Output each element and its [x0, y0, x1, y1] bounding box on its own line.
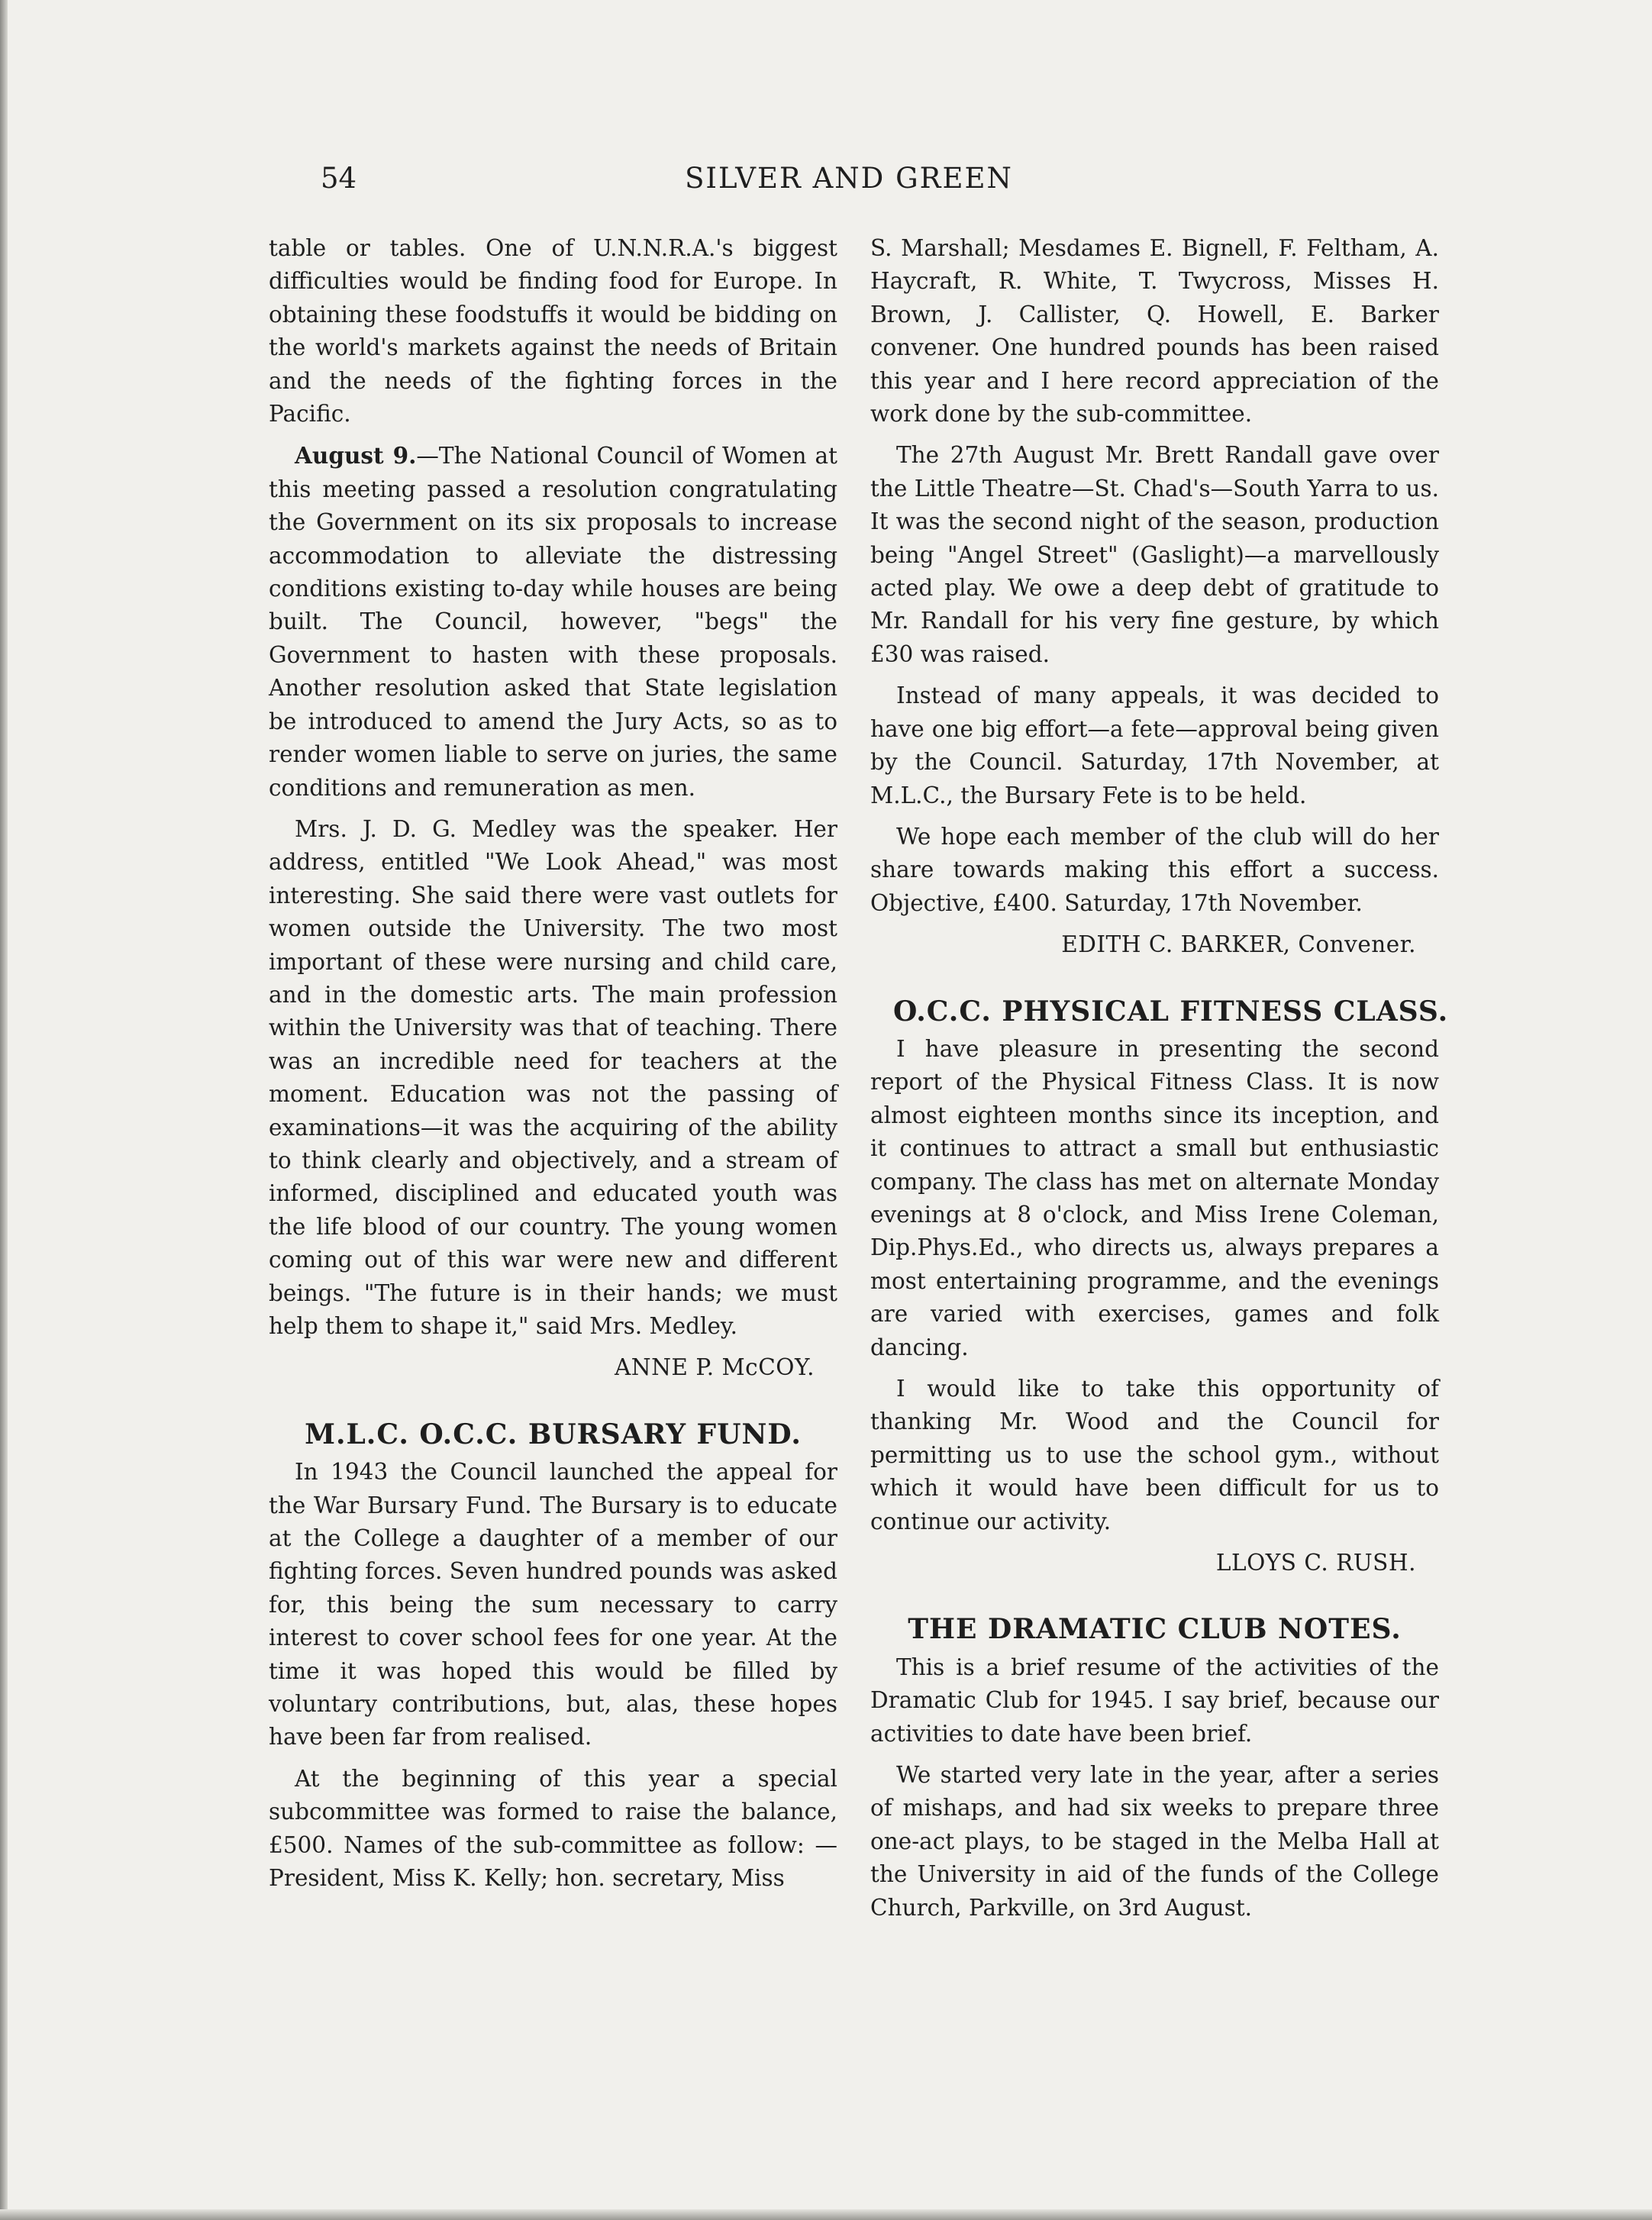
right-column	[870, 232, 1449, 1933]
scan-edge-bottom	[0, 2209, 1652, 2220]
running-title: SILVER AND GREEN	[685, 162, 1013, 195]
paragraph-fitness-thanks: I would like to take this opportunity of thanking Mr. Wood and the Council for permitting us to use the school gym., without which it would have been difficult for us to continue our activity.	[870, 1376, 1439, 1534]
paragraph-fitness-report: I have pleasure in presenting the second report of the Physical Fitness Class. It is now almost eighteen months since its inception, and it continues to attract a small but enthusiastic company. The class has met on alternate Monday evenings at 8 o'clock, and Miss Irene Coleman, Dip.Phys.Ed., who directs us, always prepares a most entertaining programme, and the evenings are varied with exercises, games and folk dancing.	[870, 1035, 1439, 1360]
left-column	[269, 232, 837, 1904]
heading-physical-fitness: O.C.C. PHYSICAL FITNESS CLASS.	[893, 995, 1449, 1028]
paragraph-dramatic-plays: We started very late in the year, after a series of mishaps, and had six weeks to prepare three one-act plays, to be staged in the Melba Hall at the University in aid of the funds of the College Church, Parkville, on 3rd August.	[870, 1762, 1439, 1921]
paragraph-sub-committee: At the beginning of this year a special subcommittee was formed to raise the balance, £500. Names of the sub-committee as follow: —President, Miss K. Kelly; hon. secretary, Miss	[269, 1765, 837, 1892]
paragraph-august-9	[269, 439, 837, 804]
paragraph-unnra: table or tables. One of U.N.N.R.A.'s biggest difficulties would be finding food for Europe. In obtaining these foodstuffs it would be bidding on the world's markets against the needs of Britain and the needs of the fighting forces in the Pacific.	[269, 235, 837, 428]
paragraph-little-theatre: The 27th August Mr. Brett Randall gave over the Little Theatre—St. Chad's—South Yarra to us. It was the second night of the season, production being "Angel Street" (Gaslight)—a marvellously acted play. We owe a deep debt of gratitude to Mr. Randall for his very fine gesture, by which £30 was raised.	[870, 442, 1439, 667]
signature-barker: EDITH C. BARKER, Convener.	[1061, 931, 1416, 958]
paragraph-bursary-appeal: In 1943 the Council launched the appeal for the War Bursary Fund. The Bursary is to educate at the College a daughter of a member of our fighting forces. Seven hundred pounds was asked for, this being the sum necessary to carry interest to cover school fees for one year. At the time it was hoped this would be filled by voluntary contributions, but, alas, these hopes have been far from realised.	[269, 1459, 837, 1751]
paragraph-fete: Instead of many appeals, it was decided to have one big effort—a fete—approval being given by the Council. Saturday, 17th November, at M.L.C., the Bursary Fete is to be held.	[870, 682, 1439, 808]
heading-bursary-fund: M.L.C. O.C.C. BURSARY FUND.	[305, 1418, 802, 1450]
paragraph-committee-names: S. Marshall; Mesdames E. Bignell, F. Feltham, A. Haycraft, R. White, T. Twycross, Misses H. Brown, J. Callister, Q. Howell, E. Barker convener. One hundred pounds has been raised this year and I here record appreciation of the work done by the sub-committee.	[870, 235, 1439, 428]
paragraph-medley: Mrs. J. D. G. Medley was the speaker. Her address, entitled "We Look Ahead," was most interesting. She said there were vast outlets for women outside the University. The two most important of these were nursing and child care, and in the domestic arts. The main profession within the University was that of teaching. There was an incredible need for teachers at the moment. Education was not the passing of examinations—it was the acquiring of the ability to think clearly and objectively, and a stream of informed, disciplined and educated youth was the life blood of our country. The young women coming out of this war were new and different beings. "The future is in their hands; we must help them to shape it," said Mrs. Medley.	[269, 815, 837, 1339]
scan-edge-left	[0, 0, 8, 2220]
heading-dramatic-club: THE DRAMATIC CLUB NOTES.	[908, 1613, 1402, 1646]
signature-rush: LLOYS C. RUSH.	[1215, 1550, 1416, 1576]
date-lead: August 9.	[295, 442, 417, 469]
paragraph-august-9-text: —The National Council of Women at this meeting passed a resolution congratulating the Government on its six proposals to increase accommodation to alleviate the distressing conditions existing to-day while houses are being built. The Council, however, "begs" the Government to hasten with these proposals. Another resolution asked that State legislation be introduced to amend the Jury Acts, so as to render women liable to serve on juries, the same conditions and remuneration as men.	[269, 443, 837, 801]
page-number: 54	[321, 162, 357, 195]
paragraph-objective: We hope each member of the club will do her share towards making this effort a success. Objective, £400. Saturday, 17th November.	[870, 823, 1439, 916]
signature-mccoy: ANNE P. McCOY.	[615, 1354, 815, 1381]
paragraph-dramatic-resume: This is a brief resume of the activities of the Dramatic Club for 1945. I say brief, because our activities to date have been brief.	[870, 1654, 1439, 1747]
